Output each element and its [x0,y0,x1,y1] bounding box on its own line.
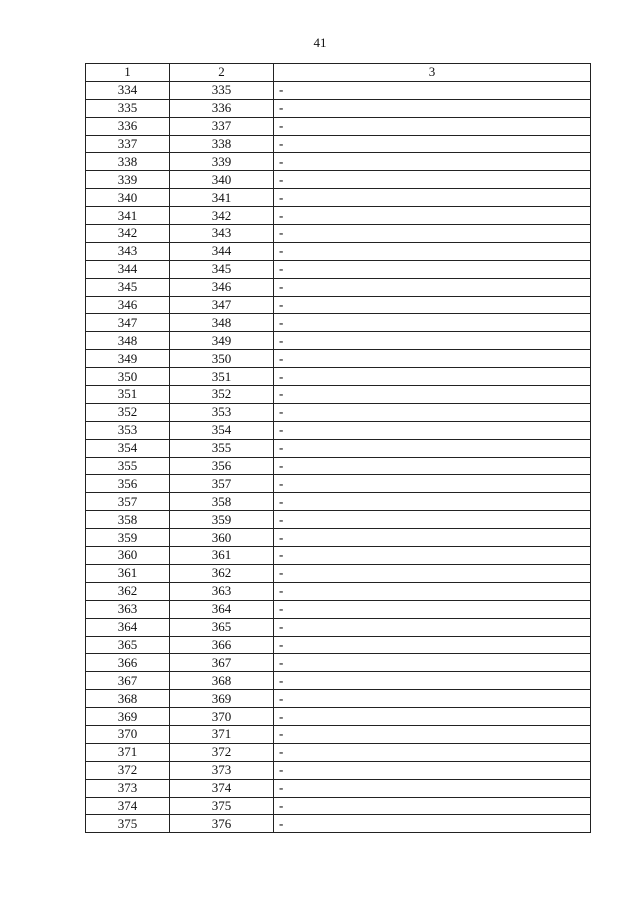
table-cell-col2: 346 [170,278,274,296]
table-row [86,278,591,296]
table-cell-col1: 343 [86,242,170,260]
table-row [86,493,591,511]
table-cell-col1: 367 [86,672,170,690]
table-cell-col3: - [274,171,591,189]
table-cell-col2: 369 [170,690,274,708]
table-row [86,564,591,582]
table-cell-col2: 372 [170,743,274,761]
table-row [86,582,591,600]
table-cell-col3: - [274,582,591,600]
table-cell-col2: 357 [170,475,274,493]
table-row [86,314,591,332]
table-row [86,332,591,350]
table-row [86,725,591,743]
table-cell-col2: 374 [170,779,274,797]
header-row [86,64,591,82]
table-cell-col3: - [274,403,591,421]
table-row [86,618,591,636]
table-row [86,761,591,779]
table-cell-col3: - [274,117,591,135]
column-header-3: 3 [274,64,591,82]
table-cell-col1: 361 [86,564,170,582]
table-row [86,511,591,529]
table-cell-col3: - [274,564,591,582]
table-row [86,403,591,421]
table-cell-col2: 370 [170,708,274,726]
table-cell-col3: - [274,779,591,797]
table-cell-col3: - [274,725,591,743]
table-cell-col1: 350 [86,368,170,386]
table-cell-col3: - [274,242,591,260]
table-cell-col1: 349 [86,350,170,368]
table-cell-col2: 338 [170,135,274,153]
footer-scan-artifact [100,892,600,898]
table-row [86,386,591,404]
table-row [86,189,591,207]
table-header [86,64,591,82]
table-row [86,296,591,314]
table-cell-col3: - [274,439,591,457]
table-cell-col2: 350 [170,350,274,368]
table-cell-col3: - [274,368,591,386]
table-row [86,475,591,493]
table-row [86,779,591,797]
table-cell-col2: 335 [170,81,274,99]
table-cell-col3: - [274,529,591,547]
table-cell-col1: 368 [86,690,170,708]
table-row [86,225,591,243]
table-cell-col3: - [274,81,591,99]
table-cell-col2: 373 [170,761,274,779]
table-cell-col1: 369 [86,708,170,726]
table-cell-col1: 365 [86,636,170,654]
data-table [85,63,591,833]
table-cell-col1: 344 [86,260,170,278]
table-cell-col2: 341 [170,189,274,207]
table-cell-col1: 352 [86,403,170,421]
table-cell-col2: 356 [170,457,274,475]
table-cell-col2: 344 [170,242,274,260]
table-cell-col2: 340 [170,171,274,189]
table-cell-col1: 335 [86,99,170,117]
table-row [86,421,591,439]
table-cell-col2: 366 [170,636,274,654]
table-cell-col1: 342 [86,225,170,243]
table-cell-col3: - [274,600,591,618]
table-row [86,636,591,654]
table-cell-col1: 353 [86,421,170,439]
table-row [86,529,591,547]
table-cell-col2: 358 [170,493,274,511]
table-cell-col3: - [274,743,591,761]
table-cell-col3: - [274,654,591,672]
table-row [86,81,591,99]
table-cell-col1: 358 [86,511,170,529]
table-row [86,171,591,189]
table-cell-col1: 336 [86,117,170,135]
table-row [86,815,591,833]
table-row [86,368,591,386]
table-cell-col2: 337 [170,117,274,135]
table-cell-col2: 365 [170,618,274,636]
table-cell-col1: 341 [86,207,170,225]
table-cell-col3: - [274,708,591,726]
table-cell-col3: - [274,207,591,225]
table-cell-col2: 354 [170,421,274,439]
table-cell-col3: - [274,260,591,278]
table-cell-col2: 349 [170,332,274,350]
table-row [86,117,591,135]
table-row [86,350,591,368]
table-cell-col1: 371 [86,743,170,761]
table-cell-col2: 371 [170,725,274,743]
page-number: 41 [313,35,327,50]
table-cell-col1: 366 [86,654,170,672]
table-cell-col3: - [274,421,591,439]
table-cell-col3: - [274,636,591,654]
column-header-1: 1 [86,64,170,82]
table-row [86,654,591,672]
table-cell-col1: 339 [86,171,170,189]
table-cell-col2: 363 [170,582,274,600]
table-cell-col1: 340 [86,189,170,207]
table-cell-col1: 354 [86,439,170,457]
table-cell-col2: 345 [170,260,274,278]
table-cell-col1: 356 [86,475,170,493]
table-cell-col3: - [274,511,591,529]
table-cell-col1: 338 [86,153,170,171]
table-cell-col3: - [274,457,591,475]
table-cell-col3: - [274,189,591,207]
table-cell-col3: - [274,135,591,153]
table-cell-col2: 362 [170,564,274,582]
table-cell-col3: - [274,296,591,314]
table-cell-col1: 355 [86,457,170,475]
table-cell-col3: - [274,278,591,296]
table-cell-col2: 348 [170,314,274,332]
table-cell-col3: - [274,797,591,815]
table-cell-col1: 337 [86,135,170,153]
table-cell-col1: 345 [86,278,170,296]
table-cell-col2: 360 [170,529,274,547]
table-cell-col1: 351 [86,386,170,404]
table-cell-col3: - [274,225,591,243]
table-cell-col3: - [274,332,591,350]
table-cell-col3: - [274,618,591,636]
table-cell-col2: 351 [170,368,274,386]
table-row [86,439,591,457]
table-row [86,743,591,761]
table-row [86,135,591,153]
table-cell-col1: 375 [86,815,170,833]
table-row [86,547,591,565]
table-row [86,690,591,708]
table-cell-col3: - [274,547,591,565]
table-cell-col1: 362 [86,582,170,600]
table-cell-col3: - [274,350,591,368]
table-cell-col1: 357 [86,493,170,511]
table-cell-col3: - [274,672,591,690]
table-cell-col1: 360 [86,547,170,565]
table-cell-col1: 363 [86,600,170,618]
table-cell-col1: 373 [86,779,170,797]
table-cell-col1: 370 [86,725,170,743]
table-row [86,672,591,690]
table-cell-col3: - [274,314,591,332]
table-row [86,260,591,278]
table-cell-col1: 334 [86,81,170,99]
table-cell-col3: - [274,475,591,493]
table-cell-col1: 364 [86,618,170,636]
table-cell-col2: 353 [170,403,274,421]
table-cell-col3: - [274,690,591,708]
table-cell-col1: 372 [86,761,170,779]
table-cell-col2: 339 [170,153,274,171]
table-row [86,600,591,618]
table-row [86,242,591,260]
table-row [86,457,591,475]
table-cell-col2: 336 [170,99,274,117]
table-cell-col2: 376 [170,815,274,833]
table-cell-col3: - [274,153,591,171]
table-body [86,81,591,832]
table-cell-col2: 352 [170,386,274,404]
table-row [86,153,591,171]
column-header-2: 2 [170,64,274,82]
table-row [86,207,591,225]
table-cell-col3: - [274,386,591,404]
table-cell-col2: 368 [170,672,274,690]
table-cell-col3: - [274,99,591,117]
table-row [86,797,591,815]
table-cell-col2: 375 [170,797,274,815]
table-cell-col2: 343 [170,225,274,243]
table-cell-col1: 348 [86,332,170,350]
table-cell-col3: - [274,815,591,833]
table-cell-col1: 374 [86,797,170,815]
table-cell-col3: - [274,761,591,779]
table-cell-col2: 347 [170,296,274,314]
table-cell-col1: 359 [86,529,170,547]
table-cell-col2: 355 [170,439,274,457]
table-cell-col2: 342 [170,207,274,225]
table-cell-col1: 346 [86,296,170,314]
table-row [86,708,591,726]
table-cell-col2: 364 [170,600,274,618]
table-cell-col2: 367 [170,654,274,672]
table-cell-col1: 347 [86,314,170,332]
table-cell-col2: 361 [170,547,274,565]
table-cell-col3: - [274,493,591,511]
table-row [86,99,591,117]
table-cell-col2: 359 [170,511,274,529]
